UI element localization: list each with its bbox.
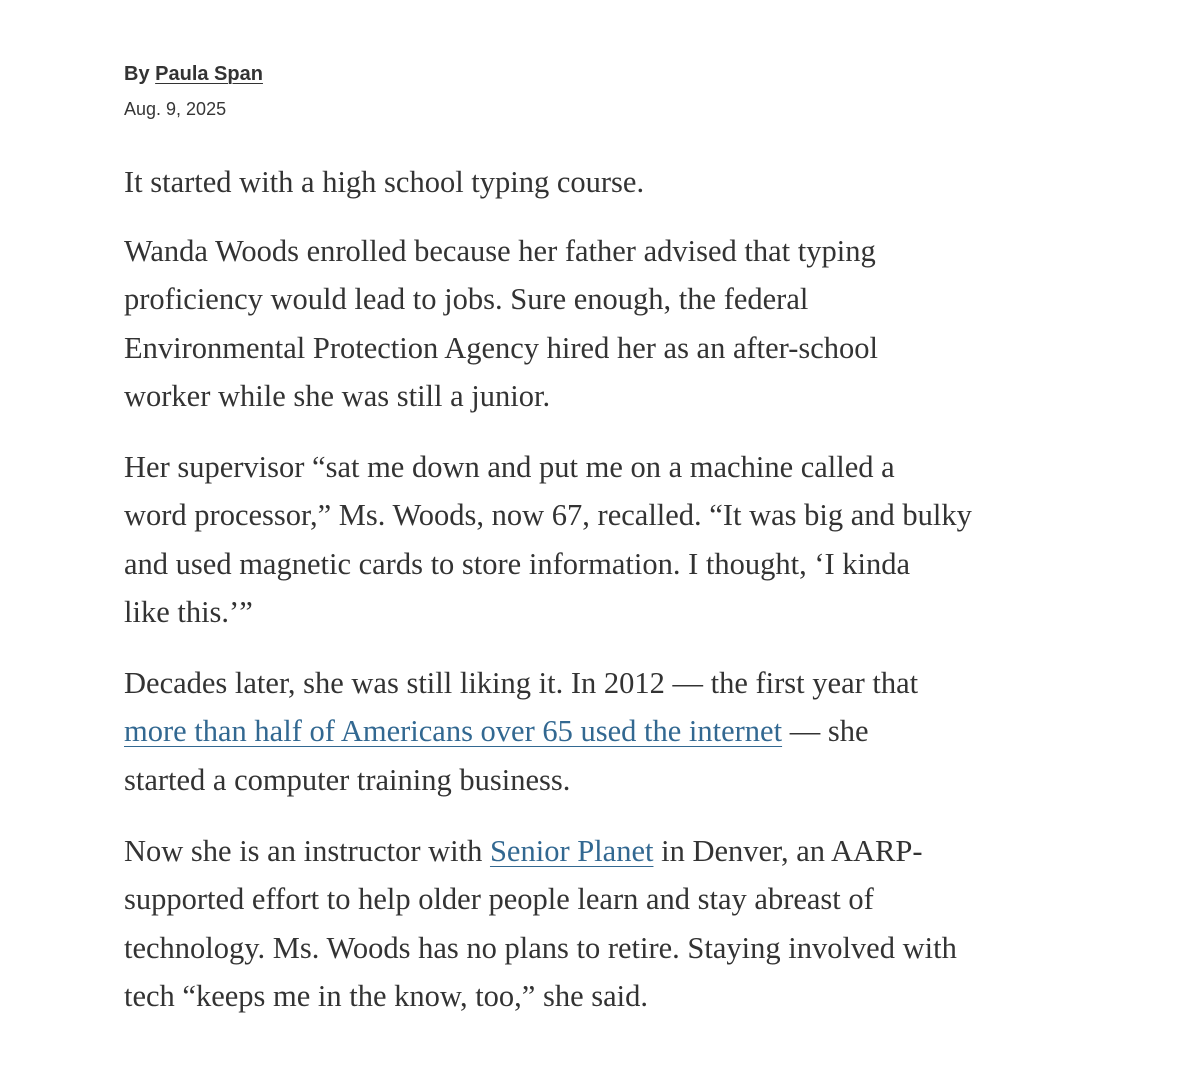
paragraph-line: Decades later, she was still liking it. In 2012 — the first year that	[124, 666, 919, 700]
paragraph-line: in Denver, an AARP-	[653, 834, 923, 868]
paragraph-line: worker while she was still a junior.	[124, 378, 551, 413]
byline	[124, 60, 263, 88]
paragraph-line: supported effort to help older people learn and stay abreast of	[124, 882, 874, 917]
paragraph-line: technology. Ms. Woods has no plans to retire. Staying involved with	[124, 930, 957, 965]
paragraph-5	[124, 827, 1094, 1020]
paragraph-line: like this.’”	[124, 594, 253, 629]
senior-planet-link[interactable]: Senior Planet	[489, 834, 654, 868]
paragraph-1: It started with a high school typing course.	[124, 165, 645, 199]
paragraph-line: word processor,” Ms. Woods, now 67, recalled. “It was big and bulky	[124, 498, 972, 533]
paragraph-3	[124, 443, 1094, 636]
paragraph-line: tech “keeps me in the know, too,” she said.	[124, 978, 648, 1013]
paragraph-line: proficiency would lead to jobs. Sure enough, the federal	[124, 282, 809, 317]
paragraph-line: Environmental Protection Agency hired her as an after-school	[124, 330, 879, 365]
paragraph-line: and used magnetic cards to store information. I thought, ‘I kinda	[124, 546, 911, 581]
paragraph-line: Wanda Woods enrolled because her father advised that typing	[124, 234, 876, 268]
byline-prefix: By	[124, 63, 150, 85]
paragraph-line: started a computer training business.	[124, 762, 571, 797]
paragraph-line: Her supervisor “sat me down and put me on a machine called a	[124, 450, 895, 484]
paragraph-line: Now she is an instructor with	[124, 834, 490, 868]
author-link[interactable]: Paula Span	[155, 63, 263, 85]
paragraph-2	[124, 227, 1094, 420]
publish-date: Aug. 9, 2025	[124, 99, 227, 119]
internet-usage-link[interactable]: more than half of Americans over 65 used the internet	[124, 714, 783, 749]
paragraph-line: — she	[782, 714, 869, 749]
paragraph-4	[124, 659, 1094, 804]
